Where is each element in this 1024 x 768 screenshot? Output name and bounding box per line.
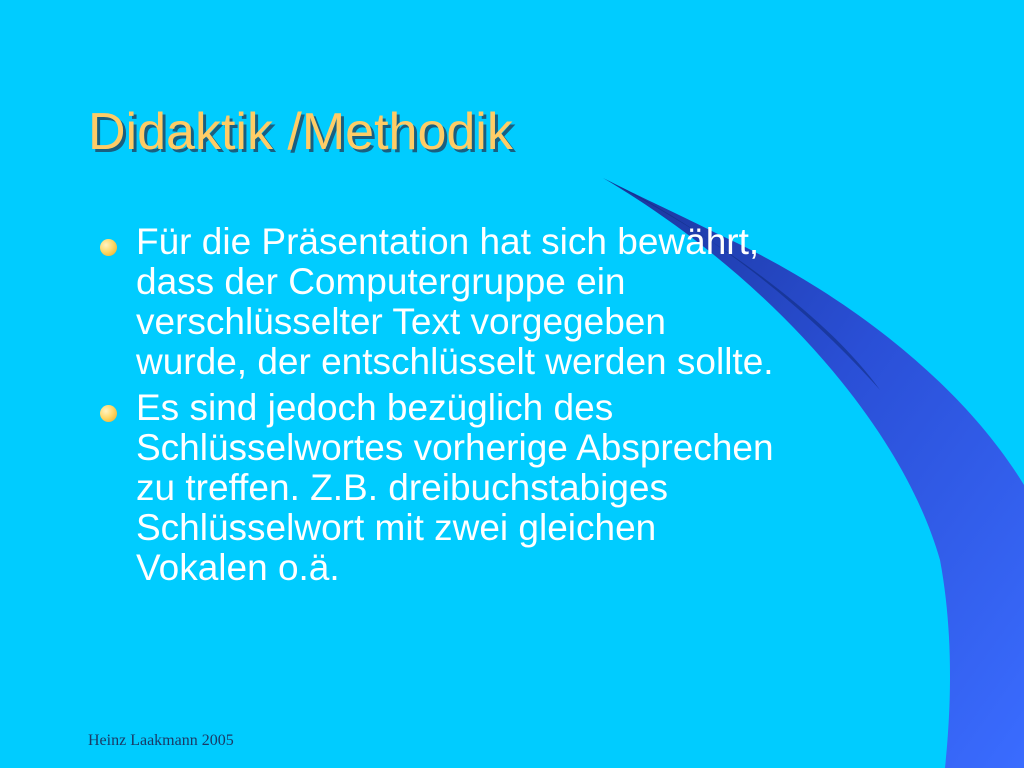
bullet-line: verschlüsselter Text vorgegeben xyxy=(136,301,666,342)
bullet-line: Schlüsselwortes vorherige Absprechen xyxy=(136,427,774,468)
bullet-line: Vokalen o.ä. xyxy=(136,547,340,588)
bullet-icon xyxy=(100,239,117,256)
bullet-line: wurde, der entschlüsselt werden sollte. xyxy=(136,341,774,382)
bullet-line: Es sind jedoch bezüglich des xyxy=(136,387,614,428)
slide-title: Didaktik /Methodik xyxy=(88,103,513,161)
bullet-line: zu treffen. Z.B. dreibuchstabiges xyxy=(136,467,669,508)
bullet-item-1 xyxy=(100,222,930,382)
bullet-line: dass der Computergruppe ein xyxy=(136,261,626,302)
bullet-line: Für die Präsentation hat sich bewährt, xyxy=(136,221,760,262)
bullet-item-2 xyxy=(100,388,930,588)
bullet-icon xyxy=(100,405,117,422)
footer-author: Heinz Laakmann 2005 xyxy=(88,732,234,749)
bullet-list xyxy=(100,222,930,594)
bullet-line: Schlüsselwort mit zwei gleichen xyxy=(136,507,657,548)
